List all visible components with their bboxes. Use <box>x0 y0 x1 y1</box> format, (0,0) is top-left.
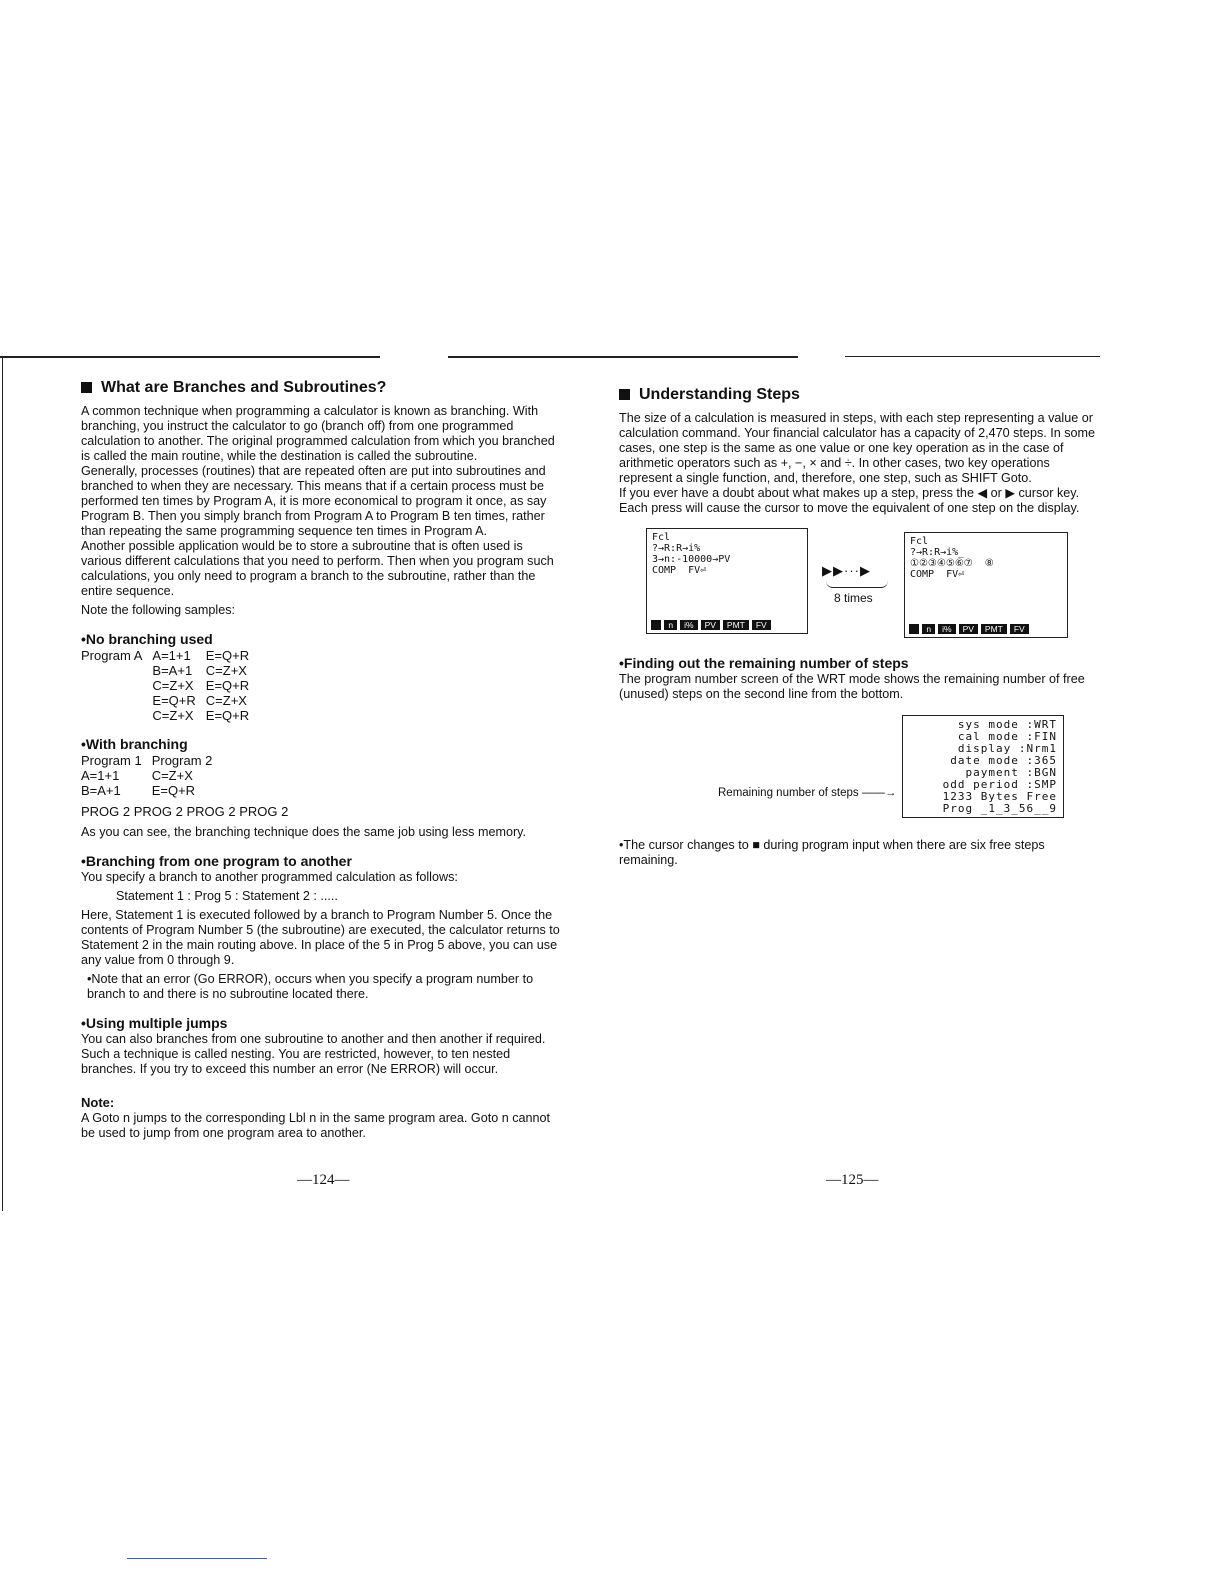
with-branching-cell: E=Q+R <box>151 783 196 798</box>
bottom-link-line <box>127 1558 267 1559</box>
note-title: Note: <box>81 1095 115 1110</box>
finding-section <box>619 656 1101 702</box>
heading-text: Understanding Steps <box>639 386 800 403</box>
function-key-label: i% <box>938 624 955 634</box>
screen-line: Fcl <box>910 536 929 547</box>
paragraph: You can also branches from one subroutine to another and then another if required. Such a technique is called nesting. You are restricted, however, to ten nested branches. If you try to exceed this number an error (Ne ERROR) will occur. <box>81 1032 546 1076</box>
screen-line: COMP FV⏎ <box>652 565 707 576</box>
bullet-square-icon <box>81 382 92 393</box>
paragraph: The program number screen of the WRT mode shows the remaining number of free (unused) steps on the second line from the bottom. <box>619 672 1085 701</box>
screen-line: 3→n:-10000→PV <box>652 554 731 565</box>
top-rule-mid <box>448 356 798 358</box>
no-branching-table <box>81 648 259 723</box>
arrow-right-icon: ——→ <box>861 787 897 799</box>
screen-line: ?→R:R→i%_ <box>910 547 965 558</box>
subheading-with-branching: •With branching <box>81 736 188 752</box>
left-page <box>81 380 565 1141</box>
top-rule-right <box>845 356 1100 357</box>
with-branching-cell: Program 2 <box>151 753 213 768</box>
statement-example: Statement 1 : Prog 5 : Statement 2 : ..... <box>116 889 338 903</box>
no-branching-cell <box>81 693 152 708</box>
remaining-steps-label <box>718 787 896 799</box>
with-branching-cell: A=1+1 <box>81 768 120 783</box>
function-key-label: PV <box>959 624 978 634</box>
no-branching-cell: E=Q+R <box>205 648 250 663</box>
section-heading-steps <box>619 387 1101 402</box>
no-branching-cell <box>81 663 152 678</box>
wrt-screen-line: 1233 Bytes Free <box>942 790 1057 803</box>
wrt-screen-line: sys mode :WRT <box>957 718 1057 731</box>
key-sequence-text: ▶▶···▶ <box>822 563 871 578</box>
with-branching-table <box>81 753 222 798</box>
cursor-note: •The cursor changes to ■ during program input when there are six free steps remaining. <box>619 838 1045 867</box>
no-branching-row <box>81 663 259 678</box>
subheading-no-branching: •No branching used <box>81 631 213 647</box>
screen-line: ①②③④⑤⑥⑦ ⑧ <box>910 558 994 569</box>
no-branching-cell: C=Z+X <box>152 678 194 693</box>
calculator-screen-before <box>646 528 808 634</box>
times-label: 8 times <box>834 591 873 605</box>
function-key-label: i% <box>680 620 697 630</box>
function-key-label: FV <box>1010 624 1029 634</box>
paragraph: You specify a branch to another programmed calculation as follows: <box>81 870 458 884</box>
no-branching-cell: B=A+1 <box>152 663 193 678</box>
function-key-label: PMT <box>981 624 1007 634</box>
paragraph: A common technique when programming a calculator is known as branching. With branching, you instruct the calculator to go (branch off) from one programmed calculation to another. The original programmed calculation from which you branched is called the main routine, while the destination is called the subroutine. <box>81 404 555 463</box>
no-branching-cell: C=Z+X <box>205 663 247 678</box>
no-branching-row <box>81 693 259 708</box>
wrt-screen-line: date mode :365 <box>950 754 1057 767</box>
with-branching-cell: C=Z+X <box>151 768 193 783</box>
screen-lines <box>905 533 1067 580</box>
function-key-label: n <box>664 620 677 630</box>
right-page <box>619 387 1101 516</box>
wrt-screen-line: odd period :SMP <box>942 778 1057 791</box>
page-number-right: —125— <box>826 1172 879 1188</box>
no-branching-cell: A=1+1 <box>152 648 191 663</box>
function-key-label: PMT <box>723 620 749 630</box>
screen-line: Fcl <box>652 532 671 543</box>
paragraph: Another possible application would be to store a subroutine that is often used is various different calculations that you need to perform. Then when you program such calculations, you only need to program a branch to the subroutine, rather than the entire sequence. <box>81 539 554 598</box>
subheading-branching-from: •Branching from one program to another <box>81 853 352 869</box>
paragraph: Generally, processes (routines) that are repeated often are put into subroutines and branched to when they are necessary. This means that if a certain process must be performed ten times by Program A, it is more economical to program it once, as say Program B. Then you simply branch from Program A to Program B ten times, rather than repeating the same programming sequence ten times in Program A. <box>81 464 547 538</box>
prog-line: PROG 2 PROG 2 PROG 2 PROG 2 <box>81 804 289 819</box>
no-branching-row <box>81 648 259 663</box>
calculator-screen-after <box>904 532 1068 638</box>
cursor-block-icon <box>651 620 661 630</box>
no-branching-row <box>81 678 259 693</box>
section-heading-branches <box>81 380 565 395</box>
screen-line: ?→R:R→i% <box>652 543 701 554</box>
paragraph: If you ever have a doubt about what makes up a step, press the ◀ or ▶ cursor key. Each press will cause the cursor to move the equivalent of one step on the display. <box>619 486 1080 515</box>
no-branching-cell: C=Z+X <box>152 708 194 723</box>
no-branching-cell: C=Z+X <box>205 693 247 708</box>
function-key-label: FV <box>752 620 771 630</box>
cursor-key-sequence <box>822 563 871 579</box>
wrt-screen-line: display :Nrm1 <box>957 742 1057 755</box>
subheading-multiple-jumps: •Using multiple jumps <box>81 1015 228 1031</box>
wrt-screen-line: Prog _1_3_56__9 <box>942 802 1057 815</box>
no-branching-cell <box>81 678 152 693</box>
function-key-label: n <box>922 624 935 634</box>
with-branching-cell: B=A+1 <box>81 783 121 798</box>
note-text: A Goto n jumps to the corresponding Lbl n in the same program area. Goto n cannot be used to jump from one program area to another. <box>81 1111 551 1140</box>
no-branching-cell: E=Q+R <box>205 708 250 723</box>
paragraph: Here, Statement 1 is executed followed by a branch to Program Number 5. Once the contents of Program Number 5 (the subroutine) are executed, the calculator returns to Statement 2 in the main routing above. In place of the 5 in Prog 5 above, you can use any value from 0 through 9. <box>81 908 560 967</box>
page-number-left: —124— <box>297 1172 350 1188</box>
wrt-screen-line: cal mode :FIN <box>957 730 1057 743</box>
function-key-labels <box>909 624 1029 634</box>
screen-line: COMP FV⏎ <box>910 569 965 580</box>
top-rule-left <box>0 356 380 358</box>
left-edge-rule <box>2 356 3 1211</box>
with-branching-row <box>81 753 222 768</box>
cursor-note-section <box>619 838 1101 868</box>
paragraph: The size of a calculation is measured in steps, with each step representing a value or calculation command. Your financial calculator has a capacity of 2,470 steps. In some cases, one step is the same as one value or one key operation as in the case of arithmetic operators such as +, −, × and ÷. In other cases, two key operations represent a single function, and, therefore, one step, such as SHIFT Goto. <box>619 411 1096 485</box>
wrt-mode-screen <box>902 715 1064 818</box>
no-branching-cell <box>81 708 152 723</box>
samples-note: Note the following samples: <box>81 603 236 617</box>
bullet-square-icon <box>619 389 630 400</box>
cursor-block-icon <box>909 624 919 634</box>
brace <box>826 581 888 588</box>
no-branching-cell: Program A <box>81 648 143 663</box>
with-branching-row <box>81 783 222 798</box>
branching-conclusion: As you can see, the branching technique does the same job using less memory. <box>81 825 526 839</box>
with-branching-row <box>81 768 222 783</box>
no-branching-row <box>81 708 259 723</box>
remaining-label-text: Remaining number of steps <box>718 787 859 799</box>
wrt-screen-line: payment :BGN <box>965 766 1057 779</box>
screen-lines <box>647 529 807 576</box>
function-key-label: PV <box>701 620 720 630</box>
no-branching-cell: E=Q+R <box>152 693 196 708</box>
error-note: •Note that an error (Go ERROR), occurs when you specify a program number to branch to and there is no subroutine located there. <box>87 972 534 1001</box>
subheading-finding: •Finding out the remaining number of steps <box>619 655 909 671</box>
heading-text: What are Branches and Subroutines? <box>101 379 387 396</box>
with-branching-cell: Program 1 <box>81 753 142 768</box>
function-key-labels <box>651 620 771 630</box>
no-branching-cell: E=Q+R <box>205 678 250 693</box>
